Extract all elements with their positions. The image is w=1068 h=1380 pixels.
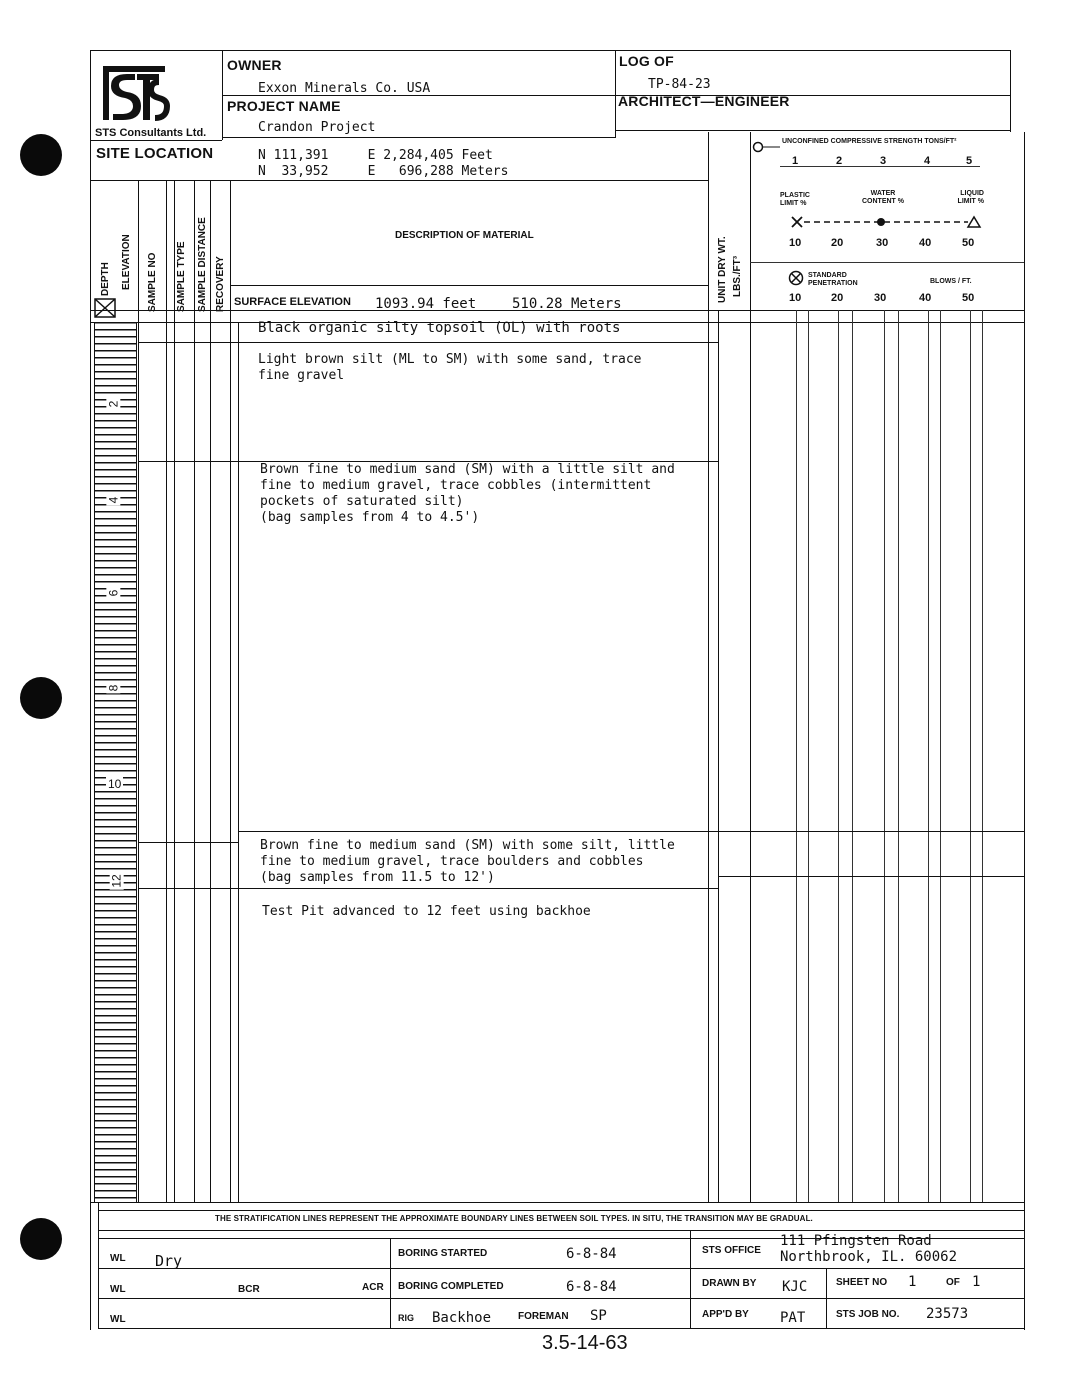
architect-engineer-label: ARCHITECT—ENGINEER — [618, 93, 790, 109]
blows-per-ft-label: BLOWS / FT. — [930, 278, 972, 285]
acr-label: ACR — [362, 1282, 384, 1293]
depth-scale-ladder — [94, 322, 136, 1202]
binder-hole-middle — [20, 677, 62, 719]
moisture-tick-50: 50 — [962, 237, 975, 249]
wl-label-2: WL — [110, 1284, 126, 1295]
wl-label-3: WL — [110, 1314, 126, 1325]
page-number: 3.5-14-63 — [542, 1332, 628, 1354]
water-content-label: WATER CONTENT % — [862, 190, 904, 205]
layer-boundary-1 — [138, 342, 718, 343]
ucs-tick-4: 4 — [924, 155, 931, 167]
depth-mark-12: 12 — [109, 874, 124, 888]
recovery-header: RECOVERY — [215, 256, 226, 312]
standard-penetration-label: STANDARD PENETRATION — [808, 272, 858, 287]
layer-boundary-3 — [238, 831, 1024, 832]
layer-description-2: Light brown silt (ML to SM) with some sand, trace fine gravel — [258, 352, 642, 383]
description-header: DESCRIPTION OF MATERIAL — [395, 230, 534, 241]
appd-by-value: PAT — [780, 1310, 806, 1326]
sts-job-no-value: 23573 — [926, 1306, 969, 1322]
ucs-tick-1: 1 — [792, 155, 799, 167]
drawn-by-value: KJC — [782, 1279, 808, 1295]
depth-mark-2: 2 — [106, 400, 121, 408]
company-name: STS Consultants Ltd. — [95, 127, 207, 139]
sample-type-header: SAMPLE TYPE — [176, 241, 187, 312]
moisture-tick-20: 20 — [831, 237, 844, 249]
layer-description-5: Test Pit advanced to 12 feet using backhoe — [262, 904, 591, 919]
spt-tick-50: 50 — [962, 292, 975, 304]
appd-by-label: APP'D BY — [702, 1309, 749, 1320]
project-name-label: PROJECT NAME — [227, 98, 341, 114]
depth-mark-6: 6 — [106, 589, 121, 597]
moisture-legend-line — [788, 215, 983, 234]
moisture-tick-10: 10 — [789, 237, 802, 249]
surface-elevation-meters: 510.28 Meters — [512, 296, 622, 312]
of-label: OF — [946, 1277, 960, 1288]
boring-completed-label: BORING COMPLETED — [398, 1281, 504, 1292]
layer-description-4: Brown fine to medium sand (SM) with some silt, little fine to medium gravel, trace boulders and cobbles (bag samples from 11.5 to 12') — [260, 838, 675, 885]
moisture-tick-30: 30 — [876, 237, 889, 249]
layer-boundary-4b — [718, 876, 1024, 877]
layer-boundary-3b — [138, 842, 238, 843]
sts-office-label: STS OFFICE — [702, 1245, 761, 1256]
binder-hole-top — [20, 134, 62, 176]
spt-tick-30: 30 — [874, 292, 887, 304]
surface-elevation-label: SURFACE ELEVATION — [234, 296, 351, 308]
foreman-label: FOREMAN — [518, 1311, 569, 1322]
moisture-tick-40: 40 — [919, 237, 932, 249]
depth-mark-4: 4 — [106, 496, 121, 504]
owner-value: Exxon Minerals Co. USA — [258, 81, 431, 96]
spt-circle-x-symbol — [788, 270, 804, 291]
sheet-no-value: 1 — [908, 1274, 917, 1290]
boring-completed-value: 6-8-84 — [566, 1279, 617, 1295]
plastic-limit-label: PLASTIC LIMIT % — [780, 192, 810, 207]
owner-label: OWNER — [227, 57, 282, 73]
boring-started-label: BORING STARTED — [398, 1248, 488, 1259]
sheet-no-label: SHEET NO — [836, 1277, 888, 1288]
stratification-note: THE STRATIFICATION LINES REPRESENT THE APPROXIMATE BOUNDARY LINES BETWEEN SOIL TYPES. IN SITU, THE TRANSITION MAY BE GRADUAL. — [215, 1214, 813, 1223]
site-coord-line1: N 111,391 E 2,284,405 Feet — [258, 148, 493, 163]
spt-tick-40: 40 — [919, 292, 932, 304]
boring-started-value: 6-8-84 — [566, 1246, 617, 1262]
surface-elevation-feet: 1093.94 feet — [375, 296, 477, 312]
rig-label: RIG — [398, 1313, 415, 1323]
layer-boundary-4 — [138, 888, 718, 889]
wl-label-1: WL — [110, 1253, 126, 1264]
sts-job-no-label: STS JOB NO. — [836, 1309, 900, 1320]
project-name-value: Crandon Project — [258, 120, 376, 135]
unit-dry-wt-header: UNIT DRY WT. — [717, 236, 728, 303]
ucs-tick-5: 5 — [966, 155, 973, 167]
sample-no-header: SAMPLE NO — [147, 252, 158, 312]
spt-tick-20: 20 — [831, 292, 844, 304]
sts-office-line1: 111 Pfingsten Road — [780, 1233, 932, 1249]
log-of-label: LOG OF — [619, 53, 674, 69]
ucs-tick-3: 3 — [880, 155, 887, 167]
depth-elevation-box — [94, 298, 116, 318]
bcr-label: BCR — [238, 1284, 260, 1295]
wl-value-1: Dry — [155, 1252, 183, 1270]
rig-value: Backhoe — [432, 1310, 492, 1326]
of-value: 1 — [972, 1274, 981, 1290]
binder-hole-bottom — [20, 1218, 62, 1260]
sts-office-line2: Northbrook, IL. 60062 — [780, 1249, 958, 1265]
depth-mark-10: 10 — [108, 777, 122, 791]
layer-description-1: Black organic silty topsoil (OL) with roots — [258, 320, 621, 336]
layer-description-3: Brown fine to medium sand (SM) with a little silt and fine to medium gravel, trace cobbles (intermittent pockets of saturated silt) (bag samples from 4 to 4.5') — [260, 462, 675, 525]
ucs-tick-2: 2 — [836, 155, 843, 167]
site-location-label: SITE LOCATION — [96, 145, 214, 162]
depth-header: DEPTH — [100, 262, 111, 296]
site-coord-line2: N 33,952 E 696,288 Meters — [258, 164, 509, 179]
sample-distance-header: SAMPLE DISTANCE — [197, 217, 208, 312]
spt-tick-10: 10 — [789, 292, 802, 304]
ucs-circle-symbol — [752, 140, 782, 158]
unconfined-label: UNCONFINED COMPRESSIVE STRENGTH TONS/FT² — [782, 138, 957, 145]
drawn-by-label: DRAWN BY — [702, 1278, 757, 1289]
foreman-value: SP — [590, 1308, 607, 1324]
sts-logo — [97, 60, 171, 126]
depth-mark-8: 8 — [106, 684, 121, 692]
elevation-header: ELEVATION — [121, 234, 132, 290]
liquid-limit-label: LIQUID LIMIT % — [957, 190, 984, 205]
unit-dry-wt-units: LBS./FT³ — [732, 255, 743, 297]
log-of-value: TP-84-23 — [648, 77, 711, 92]
